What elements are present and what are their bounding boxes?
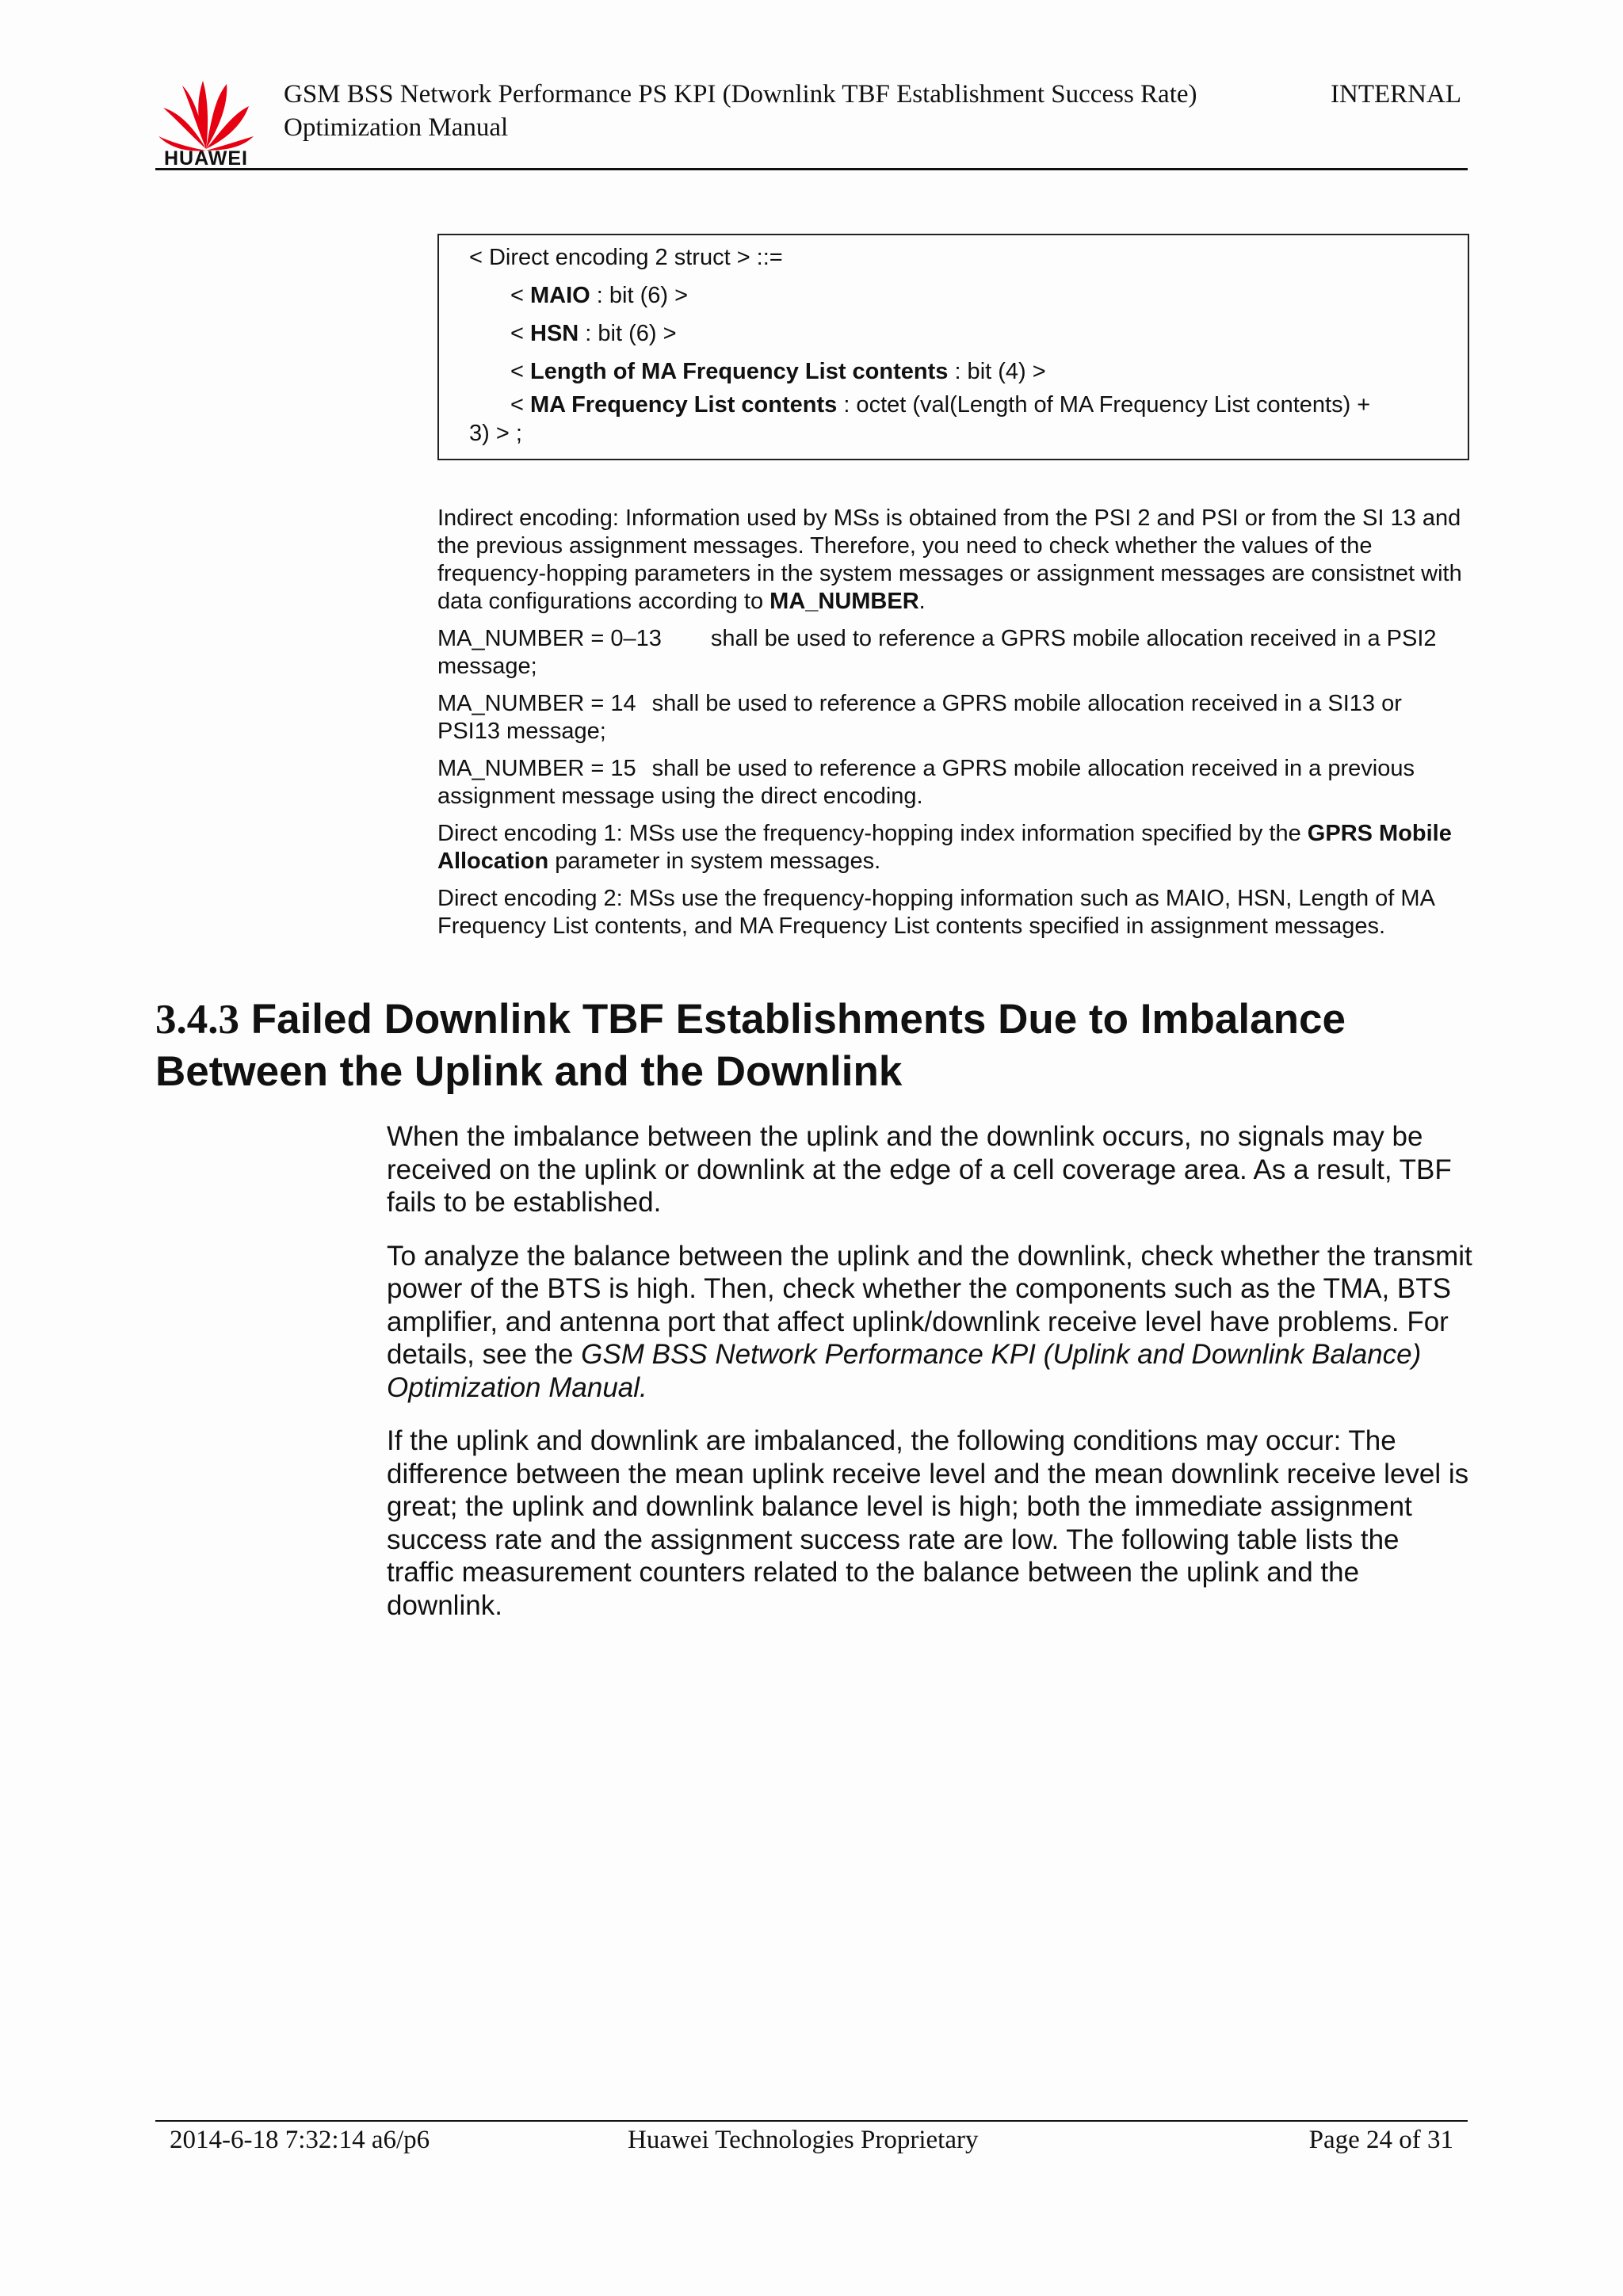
footer-page-number: Page 24 of 31 [1308,2126,1453,2154]
paragraph-text: Indirect encoding: Information used by MSs is obtained from the PSI 2 and PSI or from the SI 13 and the previous assignment messages. Therefore, you need to check whether the values of the frequency-hopping parameters in the system messages or assignment messages are consistnet with data configurations according to [437,505,1462,614]
field-open: < [510,283,530,308]
struct-definition: < Direct encoding 2 struct > ::= [469,245,783,270]
ma-number-text: shall be used to reference a GPRS mobile allocation received in a previous assignment message using the direct encoding. [437,756,1415,809]
ma-number-14-note [437,690,1468,746]
ma-number-key: MA_NUMBER = 14 [437,691,636,716]
section-body [387,1120,1472,1642]
paragraph-bold: GPRS Mobile Allocation [437,821,1452,874]
footer-datetime: 2014-6-18 7:32:14 a6/p6 [170,2126,430,2154]
paragraph-bold: MA_NUMBER [769,589,919,614]
document-title-line1: GSM BSS Network Performance PS KPI (Downlink TBF Establishment Success Rate) [284,80,1197,109]
classification-label: INTERNAL [1331,80,1461,109]
ma-number-text: shall be used to reference a GPRS mobile allocation received in a SI13 or PSI13 message; [437,691,1402,744]
ma-number-text: shall be used to reference a GPRS mobile allocation received in a PSI2 message; [437,626,1437,679]
field-open: < [510,321,530,346]
field-open: < [510,392,530,418]
section-title: Failed Downlink TBF Establishments Due to Imbalance Between the Uplink and the Downlink [155,996,1346,1095]
direct-encoding-2-paragraph: Direct encoding 2: MSs use the frequency-hopping information such as MAIO, HSN, Length of MA Frequency List contents, and MA Frequency List contents specified in assignment messages. [437,886,1434,939]
direct-encoding-2-struct-box [437,234,1469,460]
encoding-notes [437,505,1468,950]
field-type: : bit (6) > [590,283,689,308]
field-name: MA Frequency List contents [530,392,838,418]
field-name: Length of MA Frequency List contents [530,359,949,384]
struct-field-length [469,353,1468,391]
struct-field-ma-list-continued: 3) > ; [469,421,522,446]
indirect-encoding-paragraph [437,505,1468,616]
field-name: HSN [530,321,579,346]
ma-number-15-note [437,755,1468,810]
struct-field-hsn [469,315,1468,353]
document-title [284,78,1197,144]
field-name: MAIO [530,283,590,308]
section-heading [155,994,1471,1098]
paragraph-end: parameter in system messages. [548,849,881,874]
ma-number-key: MA_NUMBER = 15 [437,756,636,781]
ma-number-0-13-note [437,625,1468,681]
footer-proprietary: Huawei Technologies Proprietary [628,2126,979,2154]
direct-encoding-1-paragraph [437,820,1468,875]
field-type: : bit (4) > [948,359,1046,384]
field-type: : bit (6) > [579,321,677,346]
manual-reference: GSM BSS Network Performance KPI (Uplink and Downlink Balance) Optimization Manual. [387,1339,1422,1403]
footer-divider [155,2120,1468,2122]
ma-number-key: MA_NUMBER = 0–13 [437,626,662,651]
header-divider [155,168,1468,170]
section-number: 3.4.3 [155,997,239,1043]
body-paragraph-2 [387,1240,1472,1405]
field-type: : octet (val(Length of MA Frequency List contents) + [837,392,1371,418]
struct-field-maio [469,277,1468,315]
body-paragraph-1: When the imbalance between the uplink and the downlink occurs, no signals may be received on the uplink or downlink at the edge of a cell coverage area. As a result, TBF fails to be established. [387,1121,1452,1218]
paragraph-text: To analyze the balance between the uplink and the downlink, check whether the transmit power of the BTS is high. Then, check whether the components such as the TMA, BTS amplifier, and antenna port that affect uplink/downlink receive level have problems. For details, see the [387,1240,1472,1370]
body-paragraph-3: If the uplink and downlink are imbalanced, the following conditions may occur: The difference between the mean uplink receive level and the mean downlink receive level is great; the uplink and downlink balance level is high; both the immediate assignment success rate and the assignment success rate are low. The following table lists the traffic measurement counters related to the balance between the uplink and the downlink. [387,1425,1469,1621]
paragraph-text: Direct encoding 1: MSs use the frequency-hopping index information specified by the [437,821,1308,846]
paragraph-end: . [918,589,926,614]
field-open: < [510,359,530,384]
document-title-line2: Optimization Manual [284,113,509,142]
logo-wordmark: HUAWEI [164,147,248,170]
struct-field-ma-list [469,391,1468,419]
